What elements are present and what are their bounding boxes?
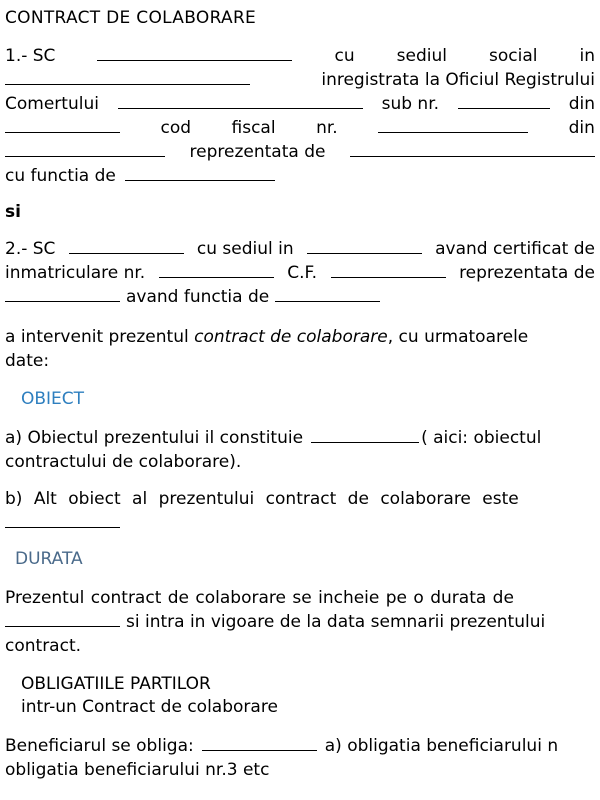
registration-text: inregistrata la Oficiul Registrului (321, 70, 595, 90)
party1-function-blank[interactable] (125, 166, 275, 181)
party2-line-3 (5, 286, 595, 308)
durata-text: Prezentul contract de colaborare se incheie pe o durata de (5, 588, 514, 608)
text-avand-functia-de: avand functia de (126, 287, 270, 307)
party1-company-blank[interactable] (97, 46, 292, 61)
text-din-2: din (568, 118, 595, 138)
heading-obligatii-text: OBLIGATIILE PARTILOR (21, 674, 211, 694)
party1-address-blank[interactable] (5, 70, 250, 85)
obiect-a-note: ( aici: obiectul (421, 428, 542, 448)
section-heading-durata (15, 548, 600, 570)
obiect-b-line-2 (5, 512, 595, 534)
party1-line-4 (5, 117, 595, 139)
text-sub-nr: sub nr. (381, 94, 440, 114)
intro-text-end: , cu urmatoarele (387, 327, 529, 347)
registration-number-blank[interactable] (458, 94, 550, 109)
and-separator (5, 201, 595, 223)
party2-fiscal-blank[interactable] (331, 263, 446, 278)
text-cf: C.F. (287, 263, 317, 283)
text-cu-functia-de: cu functia de (5, 166, 116, 186)
party1-line-1 (5, 45, 595, 67)
text-sediul: sediul (396, 46, 447, 66)
intro-line-1 (5, 326, 595, 348)
contract-title-text: CONTRACT DE COLABORARE (5, 8, 257, 28)
text-si: si (5, 202, 21, 222)
subheading-obligatii-text: intr-un Contract de colaborare (21, 697, 278, 717)
party2-representative-blank[interactable] (5, 287, 120, 302)
durata-text-2: si intra in vigoare de la data semnarii prezentului (126, 612, 546, 632)
beneficiary-obligation-text: Beneficiarul se obliga: (5, 736, 194, 756)
obiect-blank[interactable] (311, 428, 419, 443)
text-avand-certificat-de: avand certificat de (435, 239, 595, 259)
durata-blank[interactable] (5, 612, 120, 627)
section-subheading-obligatii (21, 696, 600, 718)
obiect-a-note-end: contractului de colaborare). (5, 452, 242, 472)
party2-line-2 (5, 262, 595, 284)
intro-line-2 (5, 350, 595, 372)
intro-text-start: a intervenit prezentul (5, 327, 189, 347)
section-heading-obiect (21, 388, 600, 410)
party1-line-2 (5, 69, 595, 91)
obiect-b-line-1 (5, 488, 595, 510)
fiscal-date-blank[interactable] (5, 142, 165, 157)
durata-line-2 (5, 611, 595, 633)
text-inmatriculare-nr: inmatriculare nr. (5, 263, 146, 283)
text-fiscal: fiscal (231, 118, 276, 138)
obiect-a-text: a) Obiectul prezentului il constituie (5, 428, 304, 448)
party2-function-blank[interactable] (275, 287, 380, 302)
text-din: din (568, 94, 595, 114)
party1-line-5 (5, 141, 595, 163)
text-in: in (579, 46, 595, 66)
text-reprezentata-de-2: reprezentata de (459, 263, 595, 283)
intro-date-text: date: (5, 351, 50, 371)
party2-label: 2.- SC (5, 239, 56, 259)
party1-line-6 (5, 165, 595, 187)
text-cu: cu (334, 46, 355, 66)
contract-title (5, 7, 595, 29)
text-cod: cod (160, 118, 192, 138)
registry-blank[interactable] (118, 94, 363, 109)
obligatii-line-2 (5, 759, 595, 781)
party2-address-blank[interactable] (307, 239, 422, 254)
fiscal-code-blank[interactable] (378, 118, 528, 133)
beneficiary-obligation-blank[interactable] (202, 736, 317, 751)
party2-company-blank[interactable] (69, 239, 184, 254)
text-reprezentata-de: reprezentata de (189, 142, 326, 162)
obiect-a-line-2 (5, 451, 595, 473)
text-comertului: Comertului (5, 94, 99, 114)
intro-sentence (5, 326, 528, 348)
text-nr: nr. (316, 118, 338, 138)
obiect-a-line-1 (5, 427, 595, 449)
durata-line-3 (5, 635, 595, 657)
obligatii-line-1 (5, 735, 595, 757)
party1-representative-blank[interactable] (350, 142, 595, 157)
obiect-b-text: b) Alt obiect al prezentului contract de colaborare este (5, 489, 519, 509)
party2-registration-blank[interactable] (159, 263, 274, 278)
text-social: social (489, 46, 538, 66)
party1-line-3 (5, 93, 595, 115)
beneficiary-obligation-end: obligatia beneficiarului nr.3 etc (5, 760, 270, 780)
beneficiary-obligation-detail: a) obligatia beneficiarului n (324, 736, 559, 756)
party1-label: 1.- SC (5, 46, 56, 66)
registration-date-blank[interactable] (5, 118, 120, 133)
party2-line-1 (5, 238, 595, 260)
heading-durata-text: DURATA (15, 549, 83, 569)
intro-contract-name: contract de colaborare (194, 327, 388, 347)
durata-text-3: contract. (5, 636, 82, 656)
section-heading-obligatii (21, 673, 600, 695)
durata-line-1 (5, 587, 595, 609)
obiect-b-blank[interactable] (5, 513, 120, 528)
heading-obiect-text: OBIECT (21, 389, 85, 409)
text-cu-sediul-in: cu sediul in (196, 239, 294, 259)
